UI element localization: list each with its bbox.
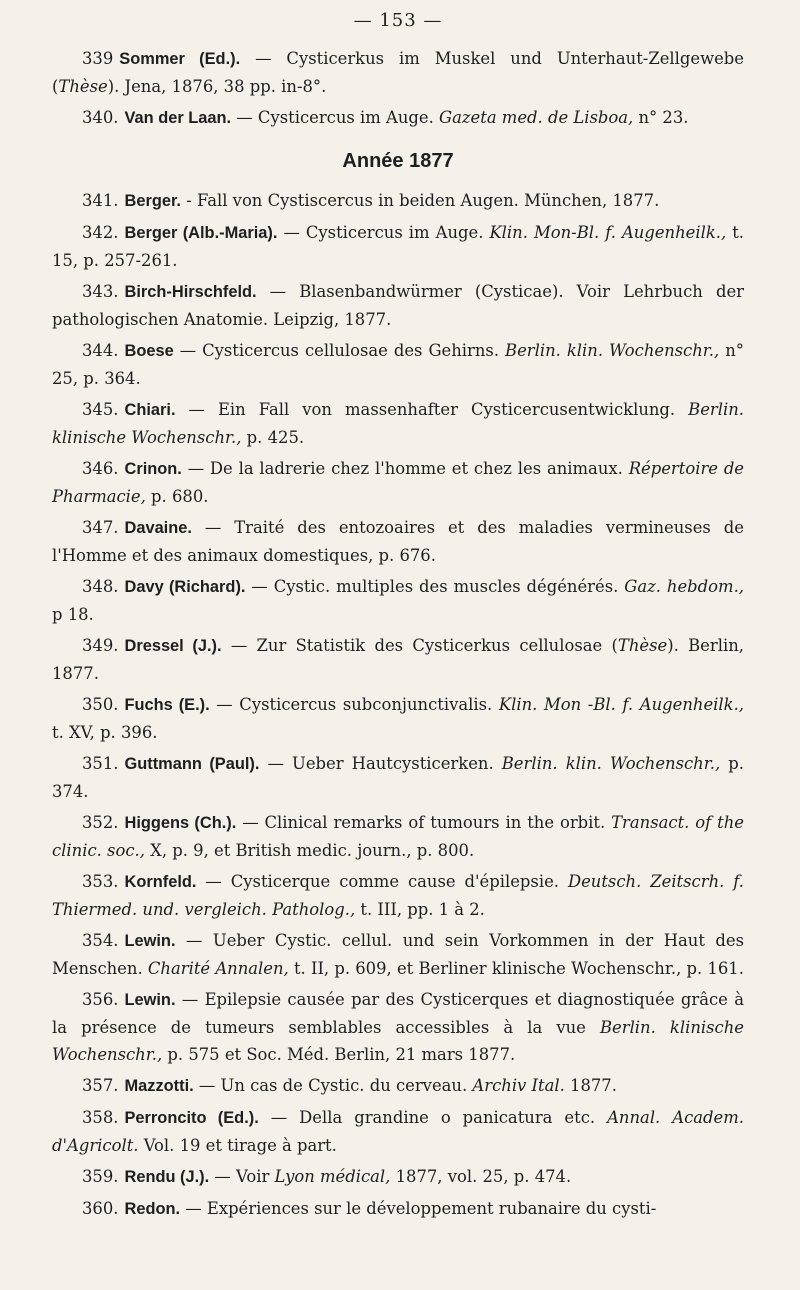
entry-text: — Un cas de Cystic. du cerveau. <box>193 1076 473 1095</box>
bibliography-entry <box>52 187 744 215</box>
entry-number: 345. <box>82 400 119 419</box>
entry-number: 342. <box>82 223 119 242</box>
entry-author: Davy (Richard). <box>124 578 246 596</box>
entry-author: Van der Laan. <box>124 109 232 127</box>
entry-journal: Gaz. hebdom., <box>624 577 744 596</box>
entry-journal: Deutsch. Zeitscrh. f. Thiermed. und. vergleich. Patholog., <box>52 872 744 919</box>
entry-text: — Cystic. multiples des muscles dégénérés. <box>245 577 625 596</box>
entry-text: — Cysticerque comme cause d'épilepsie. <box>196 872 568 891</box>
entry-text: — Blasenbandwürmer (Cysticae). Voir Lehrbuch der pathologischen Anatomie. Leipzig, 1877. <box>52 282 744 329</box>
entry-number: 340. <box>82 108 119 127</box>
entry-journal: Gazeta med. de Lisboa, <box>439 108 634 127</box>
entry-text: — Zur Statistik des Cysticerkus cellulosae ( <box>221 636 618 655</box>
bibliography-entry <box>52 455 744 510</box>
entry-details: p. 575 et Soc. Méd. Berlin, 21 mars 1877. <box>162 1045 516 1064</box>
entry-text: — De la ladrerie chez l'homme et chez les animaux. <box>181 459 629 478</box>
entry-text: — Cysticerkus im Muskel und Unterhaut-Zellgewebe ( <box>52 49 745 96</box>
entry-journal: Lyon médical, <box>274 1167 391 1186</box>
entry-details: ). Jena, 1876, 38 pp. in-8°. <box>107 77 327 96</box>
entry-author: Berger (Alb.-Maria). <box>124 224 278 242</box>
bibliography-entry <box>52 104 744 132</box>
entry-author: Kornfeld. <box>124 873 197 891</box>
entry-text: — Ueber Cystic. cellul. und sein Vorkommen in der Haut des Menschen. <box>52 931 744 978</box>
entry-details: n° 23. <box>633 108 689 127</box>
year-heading: Année 1877 <box>342 150 454 172</box>
bibliography-entry <box>52 927 744 982</box>
entry-journal: Charité Annalen, <box>147 959 289 978</box>
entry-number: 343. <box>82 282 119 301</box>
entry-details: 1877. <box>564 1076 617 1095</box>
bibliography-entry <box>52 986 744 1068</box>
entry-number: 351. <box>82 754 119 773</box>
bibliography-entry <box>52 750 744 805</box>
entry-number: 346. <box>82 459 119 478</box>
entry-author: Lewin. <box>124 932 176 950</box>
entry-journal: Transact. of the clinic. soc., <box>52 813 744 860</box>
bibliography-entry <box>52 337 744 392</box>
entry-details: p. 425. <box>241 428 305 447</box>
entry-number: 353. <box>82 872 119 891</box>
entry-author: Chiari. <box>124 401 176 419</box>
entry-details: p. 374. <box>52 754 744 801</box>
entry-author: Boese <box>124 342 174 360</box>
bibliography-entry <box>52 1163 744 1191</box>
entry-number: 358. <box>82 1108 119 1127</box>
entry-author: Davaine. <box>124 519 192 537</box>
entry-author: Dressel (J.). <box>124 637 222 655</box>
bibliography-entry <box>52 396 744 451</box>
entry-text: — Epilepsie causée par des Cysticerques et diagnostiquée grâce à la présence de tumeurs semblables accessibles à la vue <box>52 990 744 1037</box>
entry-journal: Berlin. klin. Wochenschr., <box>505 341 720 360</box>
entry-number: 352. <box>82 813 119 832</box>
bibliography-entry <box>52 1195 744 1223</box>
entry-text: — Voir <box>209 1167 275 1186</box>
entry-journal: Annal. Academ. d'Agricolt. <box>52 1108 744 1155</box>
entry-journal: Thèse <box>58 77 108 96</box>
entry-details: p. 680. <box>145 487 209 506</box>
bibliography-entry <box>52 868 744 923</box>
entry-number: 357. <box>82 1076 119 1095</box>
entry-journal: Berlin. klin. Wochenschr., <box>501 754 721 773</box>
entry-text: — Della grandine o panicatura etc. <box>258 1108 608 1127</box>
bibliography-entry <box>52 219 744 274</box>
entries-before-heading <box>52 45 744 132</box>
entry-number: 347. <box>82 518 119 537</box>
bibliography-entry <box>52 573 744 628</box>
entry-journal: Répertoire de Pharmacie, <box>52 459 745 506</box>
entry-author: Fuchs (E.). <box>124 696 210 714</box>
entry-journal: Thèse <box>617 636 668 655</box>
bibliography-entry <box>52 1072 744 1100</box>
bibliography-entry <box>52 1104 744 1159</box>
entry-details: t. II, p. 609, et Berliner klinische Wochenschr., p. 161. <box>288 959 744 978</box>
entry-author: Mazzotti. <box>124 1077 194 1095</box>
bibliography-entry <box>52 45 744 100</box>
entry-details: p 18. <box>52 605 94 624</box>
entry-journal: Archiv Ital. <box>472 1076 565 1095</box>
entry-text: - Fall von Cystiscercus in beiden Augen. München, 1877. <box>181 191 660 210</box>
entry-details: 1877, vol. 25, p. 474. <box>390 1167 572 1186</box>
entry-number: 360. <box>82 1199 119 1218</box>
bibliography-entry <box>52 278 744 333</box>
bibliography-entry <box>52 632 744 687</box>
entry-text: — Clinical remarks of tumours in the orbit. <box>236 813 612 832</box>
entry-details: t. 15, p. 257-261. <box>52 223 745 270</box>
entry-details: n° 25, p. 364. <box>52 341 744 388</box>
entry-number: 356. <box>82 990 119 1009</box>
entry-details: X, p. 9, et British medic. journ., p. 800. <box>144 841 475 860</box>
entry-text: — Ein Fall von massenhafter Cysticercusentwicklung. <box>175 400 689 419</box>
entry-author: Perroncito (Ed.). <box>124 1109 259 1127</box>
entry-number: 348. <box>82 577 119 596</box>
entry-details: t. XV, p. 396. <box>52 723 158 742</box>
bibliography-entry <box>52 691 744 746</box>
entry-number: 341. <box>82 191 119 210</box>
entry-author: Guttmann (Paul). <box>124 755 260 773</box>
entry-author: Birch-Hirschfeld. <box>124 283 257 301</box>
entry-text: — Ueber Hautcysticerken. <box>259 754 502 773</box>
entry-author: Higgens (Ch.). <box>124 814 237 832</box>
entry-number: 359. <box>82 1167 119 1186</box>
entry-details: Vol. 19 et tirage à part. <box>138 1136 337 1155</box>
entry-number: 344. <box>82 341 119 360</box>
bibliography-entry <box>52 514 744 569</box>
entry-number: 354. <box>82 931 119 950</box>
entry-number: 350. <box>82 695 119 714</box>
entry-text: — Cysticercus subconjunctivalis. <box>209 695 499 714</box>
entry-author: Lewin. <box>124 991 176 1009</box>
entry-number: 349. <box>82 636 119 655</box>
entry-journal: Berlin. klinische Wochenschr., <box>52 400 744 447</box>
bibliography-entry <box>52 809 744 864</box>
entry-author: Sommer (Ed.). <box>119 50 241 68</box>
entry-text: — Traité des entozoaires et des maladies vermineuses de l'Homme et des animaux domestiques, p. 676. <box>52 518 744 565</box>
entry-number: 339 <box>82 49 114 68</box>
entry-journal: Klin. Mon-Bl. f. Augenheilk., <box>489 223 727 242</box>
entry-details: ). Berlin, 1877. <box>52 636 744 683</box>
entry-journal: Berlin. klinische Wochenschr., <box>52 1018 744 1064</box>
page-number: — 153 — <box>353 10 443 31</box>
entry-author: Crinon. <box>124 460 182 478</box>
entry-author: Berger. <box>124 192 181 210</box>
entry-author: Redon. <box>124 1200 181 1218</box>
entry-text: — Cysticercus cellulosae des Gehirns. <box>173 341 506 360</box>
entry-text: — Cysticercus im Auge. <box>231 108 440 127</box>
entry-text: — Expériences sur le développement rubanaire du cysti- <box>180 1199 657 1218</box>
entry-journal: Klin. Mon -Bl. f. Augenheilk., <box>498 695 744 714</box>
entry-details: t. III, pp. 1 à 2. <box>355 900 485 919</box>
entries-list <box>52 187 744 1223</box>
entry-author: Rendu (J.). <box>124 1168 210 1186</box>
entry-text: — Cysticercus im Auge. <box>277 223 490 242</box>
